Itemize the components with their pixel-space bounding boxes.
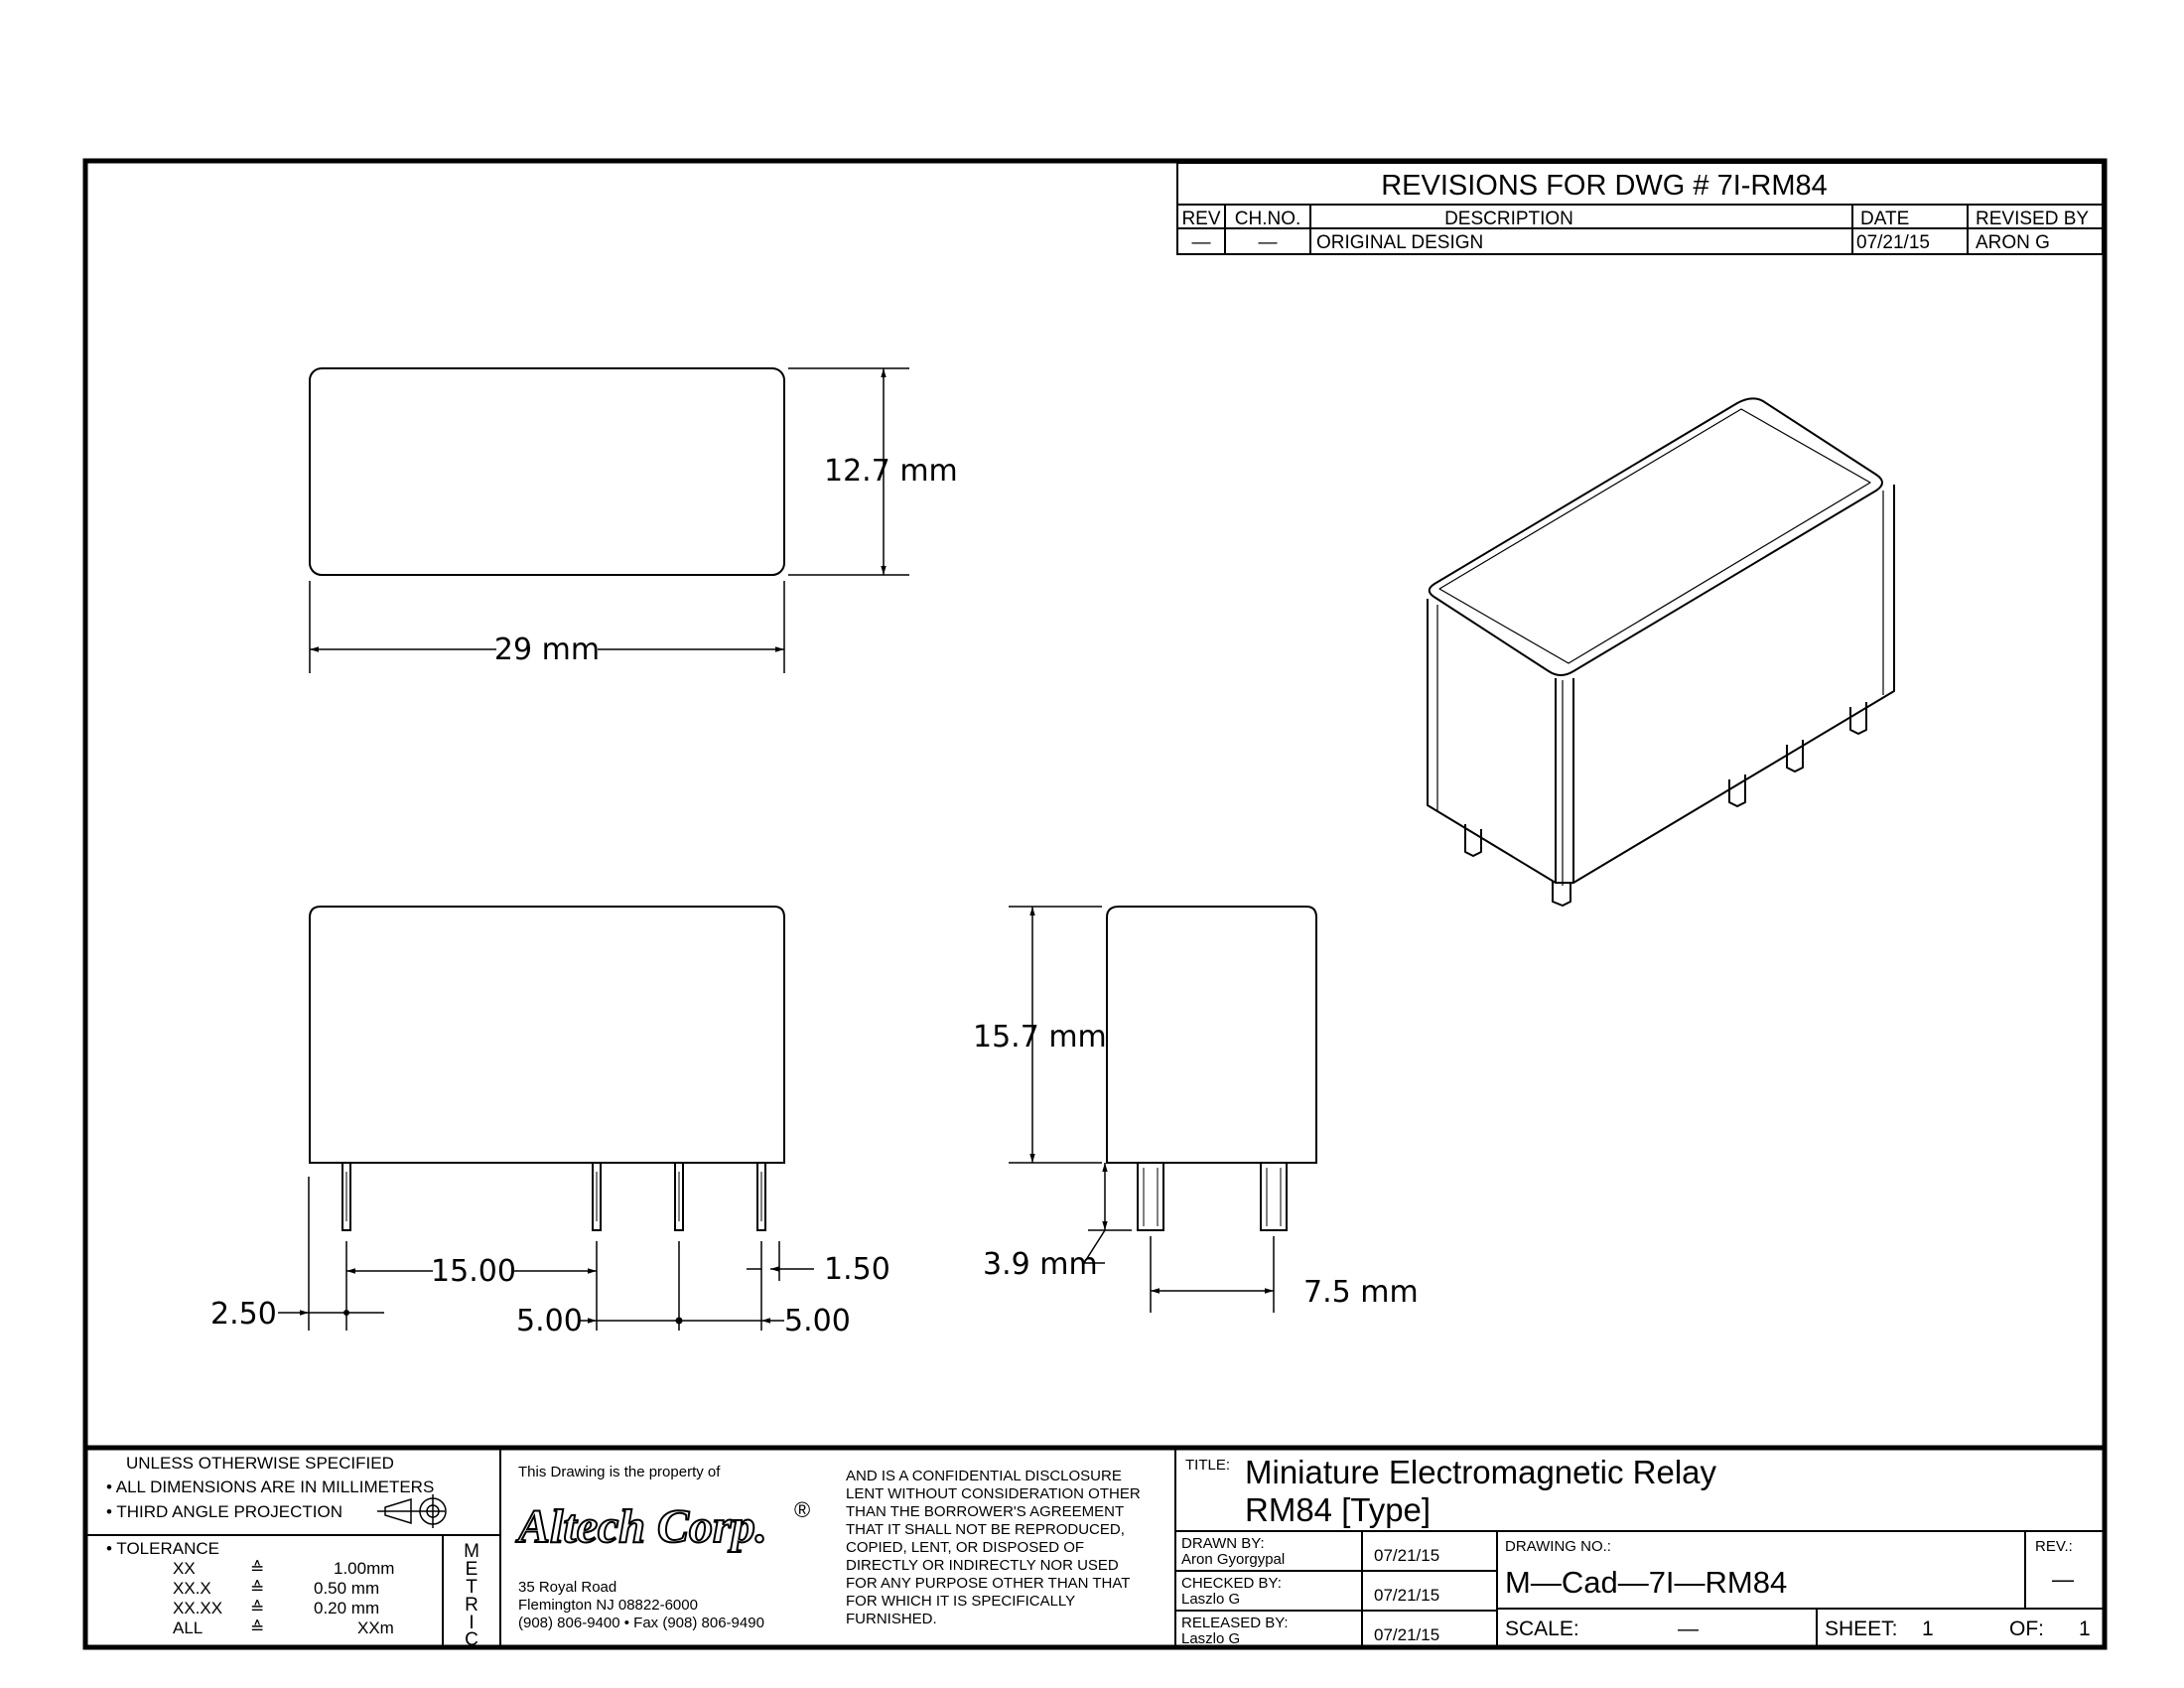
disclosure-line: FURNISHED. <box>846 1611 937 1627</box>
dim-top-width: 29 mm <box>493 633 601 667</box>
third-angle-projection-icon <box>377 1494 446 1528</box>
disclosure-line: DIRECTLY OR INDIRECTLY NOR USED <box>846 1557 1119 1574</box>
tolerance-label: • TOLERANCE <box>106 1539 219 1558</box>
chno-cell: — <box>1258 232 1278 253</box>
released-by-name: Laszlo G <box>1181 1630 1241 1647</box>
of-label: OF: <box>2009 1618 2044 1640</box>
dim-top-height: 12.7 mm <box>824 454 958 489</box>
drawn-by-label: DRAWN BY: <box>1181 1535 1265 1552</box>
property-line: This Drawing is the property of <box>518 1464 721 1480</box>
tol-val-all: XXm <box>357 1618 394 1637</box>
checked-by-label: CHECKED BY: <box>1181 1575 1282 1592</box>
front-view <box>278 907 814 1331</box>
description-cell: ORIGINAL DESIGN <box>1316 232 1484 253</box>
rev-value: — <box>2052 1567 2074 1592</box>
top-view <box>310 368 909 673</box>
metric-letter: C <box>465 1629 478 1650</box>
date-header: DATE <box>1860 209 1910 229</box>
metric-letter: E <box>465 1559 478 1580</box>
tol-key-xxx: XX.X <box>173 1579 211 1598</box>
of-value: 1 <box>2079 1618 2091 1640</box>
scale-value: — <box>1678 1618 1699 1640</box>
tol-val-xxxx: 0.20 mm <box>314 1599 380 1618</box>
company-logo: Altech Corp. <box>518 1500 767 1553</box>
isometric-view <box>1428 398 1894 906</box>
metric-letter: I <box>469 1613 475 1633</box>
checked-date: 07/21/15 <box>1374 1586 1440 1605</box>
date-cell: 07/21/15 <box>1856 232 1930 253</box>
rev-cell: — <box>1191 232 1211 253</box>
revised-by-cell: ARON G <box>1976 232 2050 253</box>
drawing-title-line1: Miniature Electromagnetic Relay <box>1245 1454 1717 1490</box>
drawing-title-line2: RM84 [Type] <box>1245 1491 1432 1528</box>
chno-header: CH.NO. <box>1234 209 1301 229</box>
dim-front-height: 15.7 mm <box>973 1020 1107 1055</box>
dim-offset-250: 2.50 <box>210 1297 277 1332</box>
rev-header: REV <box>1181 209 1221 229</box>
drawn-by-name: Aron Gyorgypal <box>1181 1551 1286 1568</box>
dim-pitch-15: 15.00 <box>431 1254 516 1289</box>
metric-letter: R <box>465 1595 478 1616</box>
scale-label: SCALE: <box>1505 1618 1579 1640</box>
sheet-value: 1 <box>1922 1618 1934 1640</box>
tol-key-all: ALL <box>173 1618 204 1637</box>
drawing-no-label: DRAWING NO.: <box>1505 1538 1611 1555</box>
tol-sym-xxxx: ≙ <box>250 1599 265 1618</box>
disclosure-line: THAN THE BORROWER'S AGREEMENT <box>846 1503 1125 1520</box>
dim-pin-150: 1.50 <box>824 1252 890 1287</box>
disclosure-line: FOR WHICH IT IS SPECIFICALLY <box>846 1593 1076 1610</box>
tol-val-xx: 1.00mm <box>334 1559 395 1578</box>
revisions-title: REVISIONS FOR DWG # 7I-RM84 <box>1381 170 1828 202</box>
tol-sym-xxx: ≙ <box>250 1579 265 1599</box>
rev-label: REV.: <box>2035 1538 2073 1555</box>
released-by-label: RELEASED BY: <box>1181 1615 1289 1631</box>
title-label: TITLE: <box>1185 1457 1231 1474</box>
note-projection: • THIRD ANGLE PROJECTION <box>106 1502 343 1521</box>
disclosure-line: COPIED, LENT, OR DISPOSED OF <box>846 1539 1085 1556</box>
note-unless: UNLESS OTHERWISE SPECIFIED <box>126 1454 394 1473</box>
confidential-disclosure <box>846 1468 1141 1627</box>
tol-key-xxxx: XX.XX <box>173 1599 223 1618</box>
revised-by-header: REVISED BY <box>1976 209 2090 229</box>
dim-pin-row-spacing: 7.5 mm <box>1303 1275 1419 1310</box>
disclosure-line: AND IS A CONFIDENTIAL DISCLOSURE <box>846 1468 1122 1484</box>
address-street: 35 Royal Road <box>518 1579 617 1596</box>
drawing-no: M—Cad—7I—RM84 <box>1505 1565 1788 1600</box>
description-header: DESCRIPTION <box>1444 209 1573 229</box>
tol-sym-all: ≙ <box>250 1618 265 1638</box>
released-date: 07/21/15 <box>1374 1625 1440 1644</box>
sheet-label: SHEET: <box>1825 1618 1898 1640</box>
metric-label <box>464 1541 479 1650</box>
tol-sym-xx: ≙ <box>250 1559 265 1579</box>
disclosure-line: LENT WITHOUT CONSIDERATION OTHER <box>846 1485 1141 1502</box>
disclosure-line: FOR ANY PURPOSE OTHER THAN THAT <box>846 1575 1131 1592</box>
note-millimeters: • ALL DIMENSIONS ARE IN MILLIMETERS <box>106 1477 435 1496</box>
dim-pin-length: 3.9 mm <box>983 1247 1098 1282</box>
dim-pitch-5a: 5.00 <box>516 1304 583 1338</box>
drawn-date: 07/21/15 <box>1374 1546 1440 1565</box>
dim-pitch-5b: 5.00 <box>784 1304 851 1338</box>
address-phone: (908) 806-9400 • Fax (908) 806-9490 <box>518 1615 764 1631</box>
metric-letter: T <box>466 1577 478 1598</box>
address-city: Flemington NJ 08822-6000 <box>518 1597 698 1614</box>
metric-letter: M <box>464 1541 479 1562</box>
disclosure-line: THAT IT SHALL NOT BE REPRODUCED, <box>846 1521 1125 1538</box>
tol-val-xxx: 0.50 mm <box>314 1579 380 1598</box>
tol-key-xx: XX <box>173 1559 196 1578</box>
checked-by-name: Laszlo G <box>1181 1591 1241 1608</box>
drawing-border <box>85 161 2105 1647</box>
logo-registered-mark: ® <box>794 1497 811 1522</box>
